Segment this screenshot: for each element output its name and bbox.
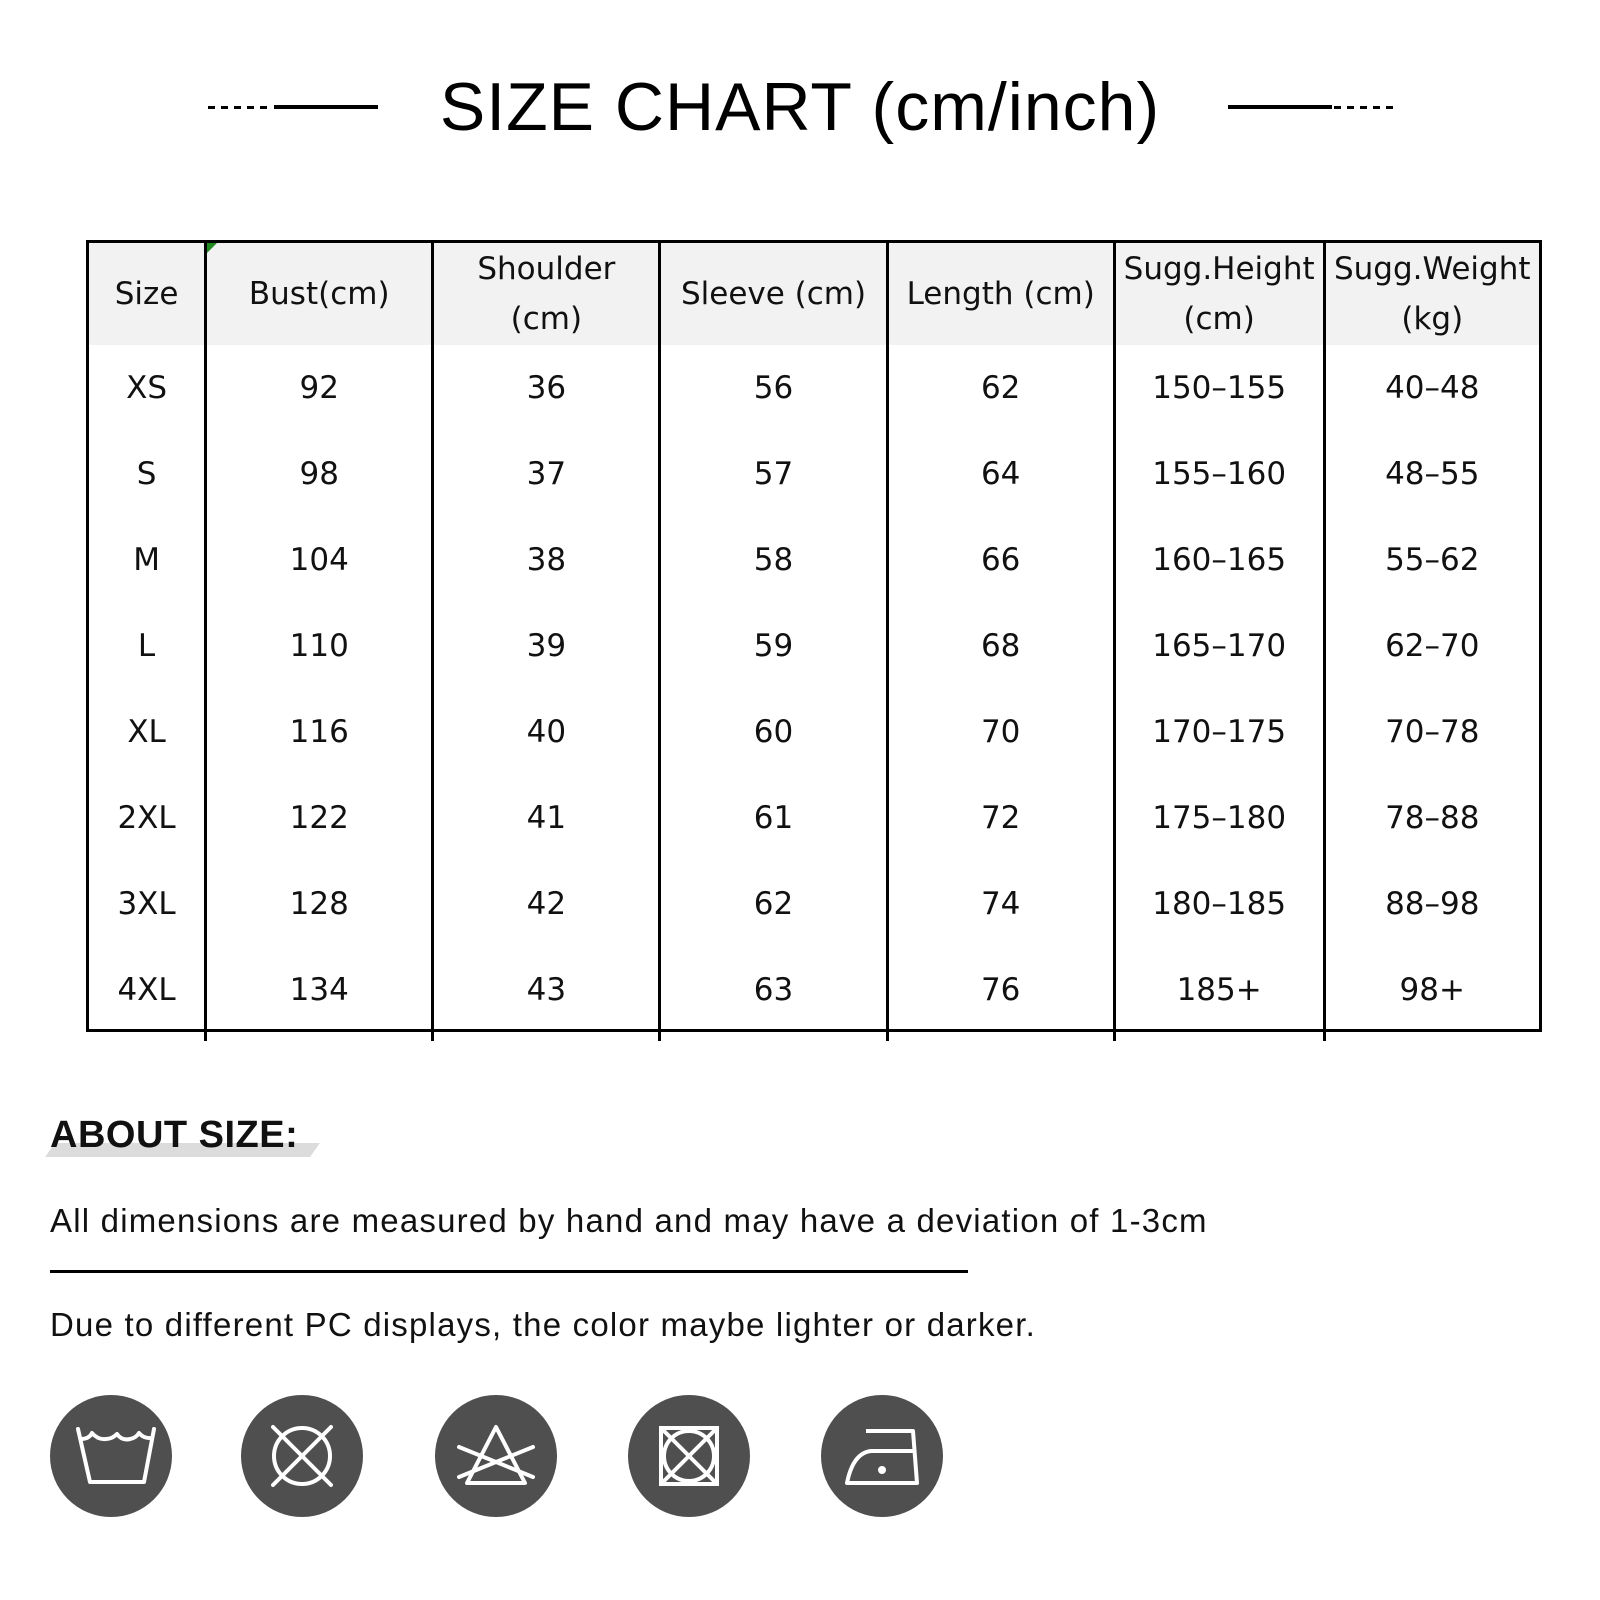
cell-sugg-height: 165–170 xyxy=(1114,603,1324,689)
column-header-sugg-weight xyxy=(1324,243,1539,345)
cell-size: S xyxy=(136,456,157,492)
table-row xyxy=(89,517,1539,603)
dashed-line xyxy=(1334,106,1398,109)
cell-bust: 104 xyxy=(206,517,433,603)
cell-shoulder: 39 xyxy=(433,603,660,689)
cell-length: 76 xyxy=(887,947,1114,1041)
header-label: Length (cm) xyxy=(906,276,1095,312)
cell-sugg-height: 175–180 xyxy=(1114,775,1324,861)
cell-shoulder: 42 xyxy=(433,861,660,947)
cell-sugg-weight: 40–48 xyxy=(1324,345,1539,431)
header-label: Shoulder xyxy=(477,251,616,287)
header-unit: (kg) xyxy=(1401,301,1464,337)
table-row xyxy=(89,345,1539,431)
cell-bust: 128 xyxy=(206,861,433,947)
cell-shoulder: 38 xyxy=(433,517,660,603)
cell-sugg-weight: 78–88 xyxy=(1324,775,1539,861)
header-label: Sugg.Height xyxy=(1123,251,1315,287)
column-header-sleeve xyxy=(660,243,887,345)
do-not-bleach-icon xyxy=(435,1395,557,1517)
cell-size: L xyxy=(137,628,156,664)
header-unit: (cm) xyxy=(510,301,583,337)
care-icons-row xyxy=(50,1395,950,1517)
cell-bust: 98 xyxy=(206,431,433,517)
about-size-heading: ABOUT SIZE: xyxy=(50,1114,299,1156)
cell-shoulder: 37 xyxy=(433,431,660,517)
header-label: Sugg.Weight xyxy=(1333,251,1531,287)
title-row xyxy=(0,62,1600,152)
column-header-size xyxy=(89,243,206,345)
cell-sugg-height: 150–155 xyxy=(1114,345,1324,431)
table-row xyxy=(89,861,1539,947)
table-body xyxy=(89,345,1539,1041)
cell-shoulder: 40 xyxy=(433,689,660,775)
cell-comment-marker xyxy=(207,243,217,253)
title-decoration-right xyxy=(1228,105,1398,109)
cell-bust: 116 xyxy=(206,689,433,775)
cell-sugg-height: 185+ xyxy=(1114,947,1324,1041)
cell-sugg-weight: 48–55 xyxy=(1324,431,1539,517)
cell-sugg-height: 155–160 xyxy=(1114,431,1324,517)
column-header-shoulder xyxy=(433,243,660,345)
cell-shoulder: 36 xyxy=(433,345,660,431)
cell-sugg-height: 180–185 xyxy=(1114,861,1324,947)
cell-sugg-height: 160–165 xyxy=(1114,517,1324,603)
cell-sleeve: 61 xyxy=(660,775,887,861)
cell-length: 72 xyxy=(887,775,1114,861)
cell-length: 74 xyxy=(887,861,1114,947)
cell-size: 2XL xyxy=(117,800,176,836)
do-not-tumble-dry-square-icon xyxy=(628,1395,750,1517)
cell-sugg-weight: 62–70 xyxy=(1324,603,1539,689)
cell-sugg-weight: 55–62 xyxy=(1324,517,1539,603)
cell-size: XL xyxy=(127,714,166,750)
solid-line xyxy=(1228,105,1332,109)
cell-sleeve: 60 xyxy=(660,689,887,775)
cell-sleeve: 63 xyxy=(660,947,887,1041)
hand-wash-icon xyxy=(50,1395,172,1517)
table-row xyxy=(89,603,1539,689)
table-row xyxy=(89,689,1539,775)
divider xyxy=(50,1270,968,1273)
cell-size: 4XL xyxy=(117,972,176,1008)
cell-sleeve: 58 xyxy=(660,517,887,603)
cell-bust: 92 xyxy=(206,345,433,431)
cell-length: 62 xyxy=(887,345,1114,431)
header-unit: (cm) xyxy=(1183,301,1255,337)
color-note: Due to different PC displays, the color maybe lighter or darker. xyxy=(50,1306,1036,1343)
table-row xyxy=(89,947,1539,1041)
cell-sleeve: 62 xyxy=(660,861,887,947)
table-header-row xyxy=(89,243,1539,345)
cell-length: 70 xyxy=(887,689,1114,775)
cell-sugg-weight: 70–78 xyxy=(1324,689,1539,775)
cell-sugg-weight: 88–98 xyxy=(1324,861,1539,947)
cell-length: 64 xyxy=(887,431,1114,517)
header-label: Size xyxy=(114,276,179,312)
size-table xyxy=(89,243,1539,1041)
cell-size: XS xyxy=(126,370,168,406)
cell-length: 68 xyxy=(887,603,1114,689)
cell-bust: 110 xyxy=(206,603,433,689)
cell-sugg-weight: 98+ xyxy=(1324,947,1539,1041)
table-row xyxy=(89,775,1539,861)
page-title: SIZE CHART (cm/inch) xyxy=(439,69,1161,145)
cell-shoulder: 41 xyxy=(433,775,660,861)
cell-sleeve: 59 xyxy=(660,603,887,689)
size-table-container xyxy=(86,240,1542,1032)
iron-low-heat-icon xyxy=(821,1395,943,1517)
column-header-bust xyxy=(206,243,433,345)
cell-shoulder: 43 xyxy=(433,947,660,1041)
cell-length: 66 xyxy=(887,517,1114,603)
cell-bust: 134 xyxy=(206,947,433,1041)
cell-sleeve: 56 xyxy=(660,345,887,431)
cell-bust: 122 xyxy=(206,775,433,861)
cell-size: 3XL xyxy=(117,886,176,922)
table-row xyxy=(89,431,1539,517)
cell-sleeve: 57 xyxy=(660,431,887,517)
column-header-length xyxy=(887,243,1114,345)
header-label: Sleeve (cm) xyxy=(680,276,867,312)
cell-sugg-height: 170–175 xyxy=(1114,689,1324,775)
column-header-sugg-height xyxy=(1114,243,1324,345)
cell-size: M xyxy=(133,542,160,578)
header-label: Bust(cm) xyxy=(248,276,390,312)
measurement-note: All dimensions are measured by hand and may have a deviation of 1-3cm xyxy=(50,1202,1208,1239)
do-not-tumble-dry-icon xyxy=(241,1395,363,1517)
